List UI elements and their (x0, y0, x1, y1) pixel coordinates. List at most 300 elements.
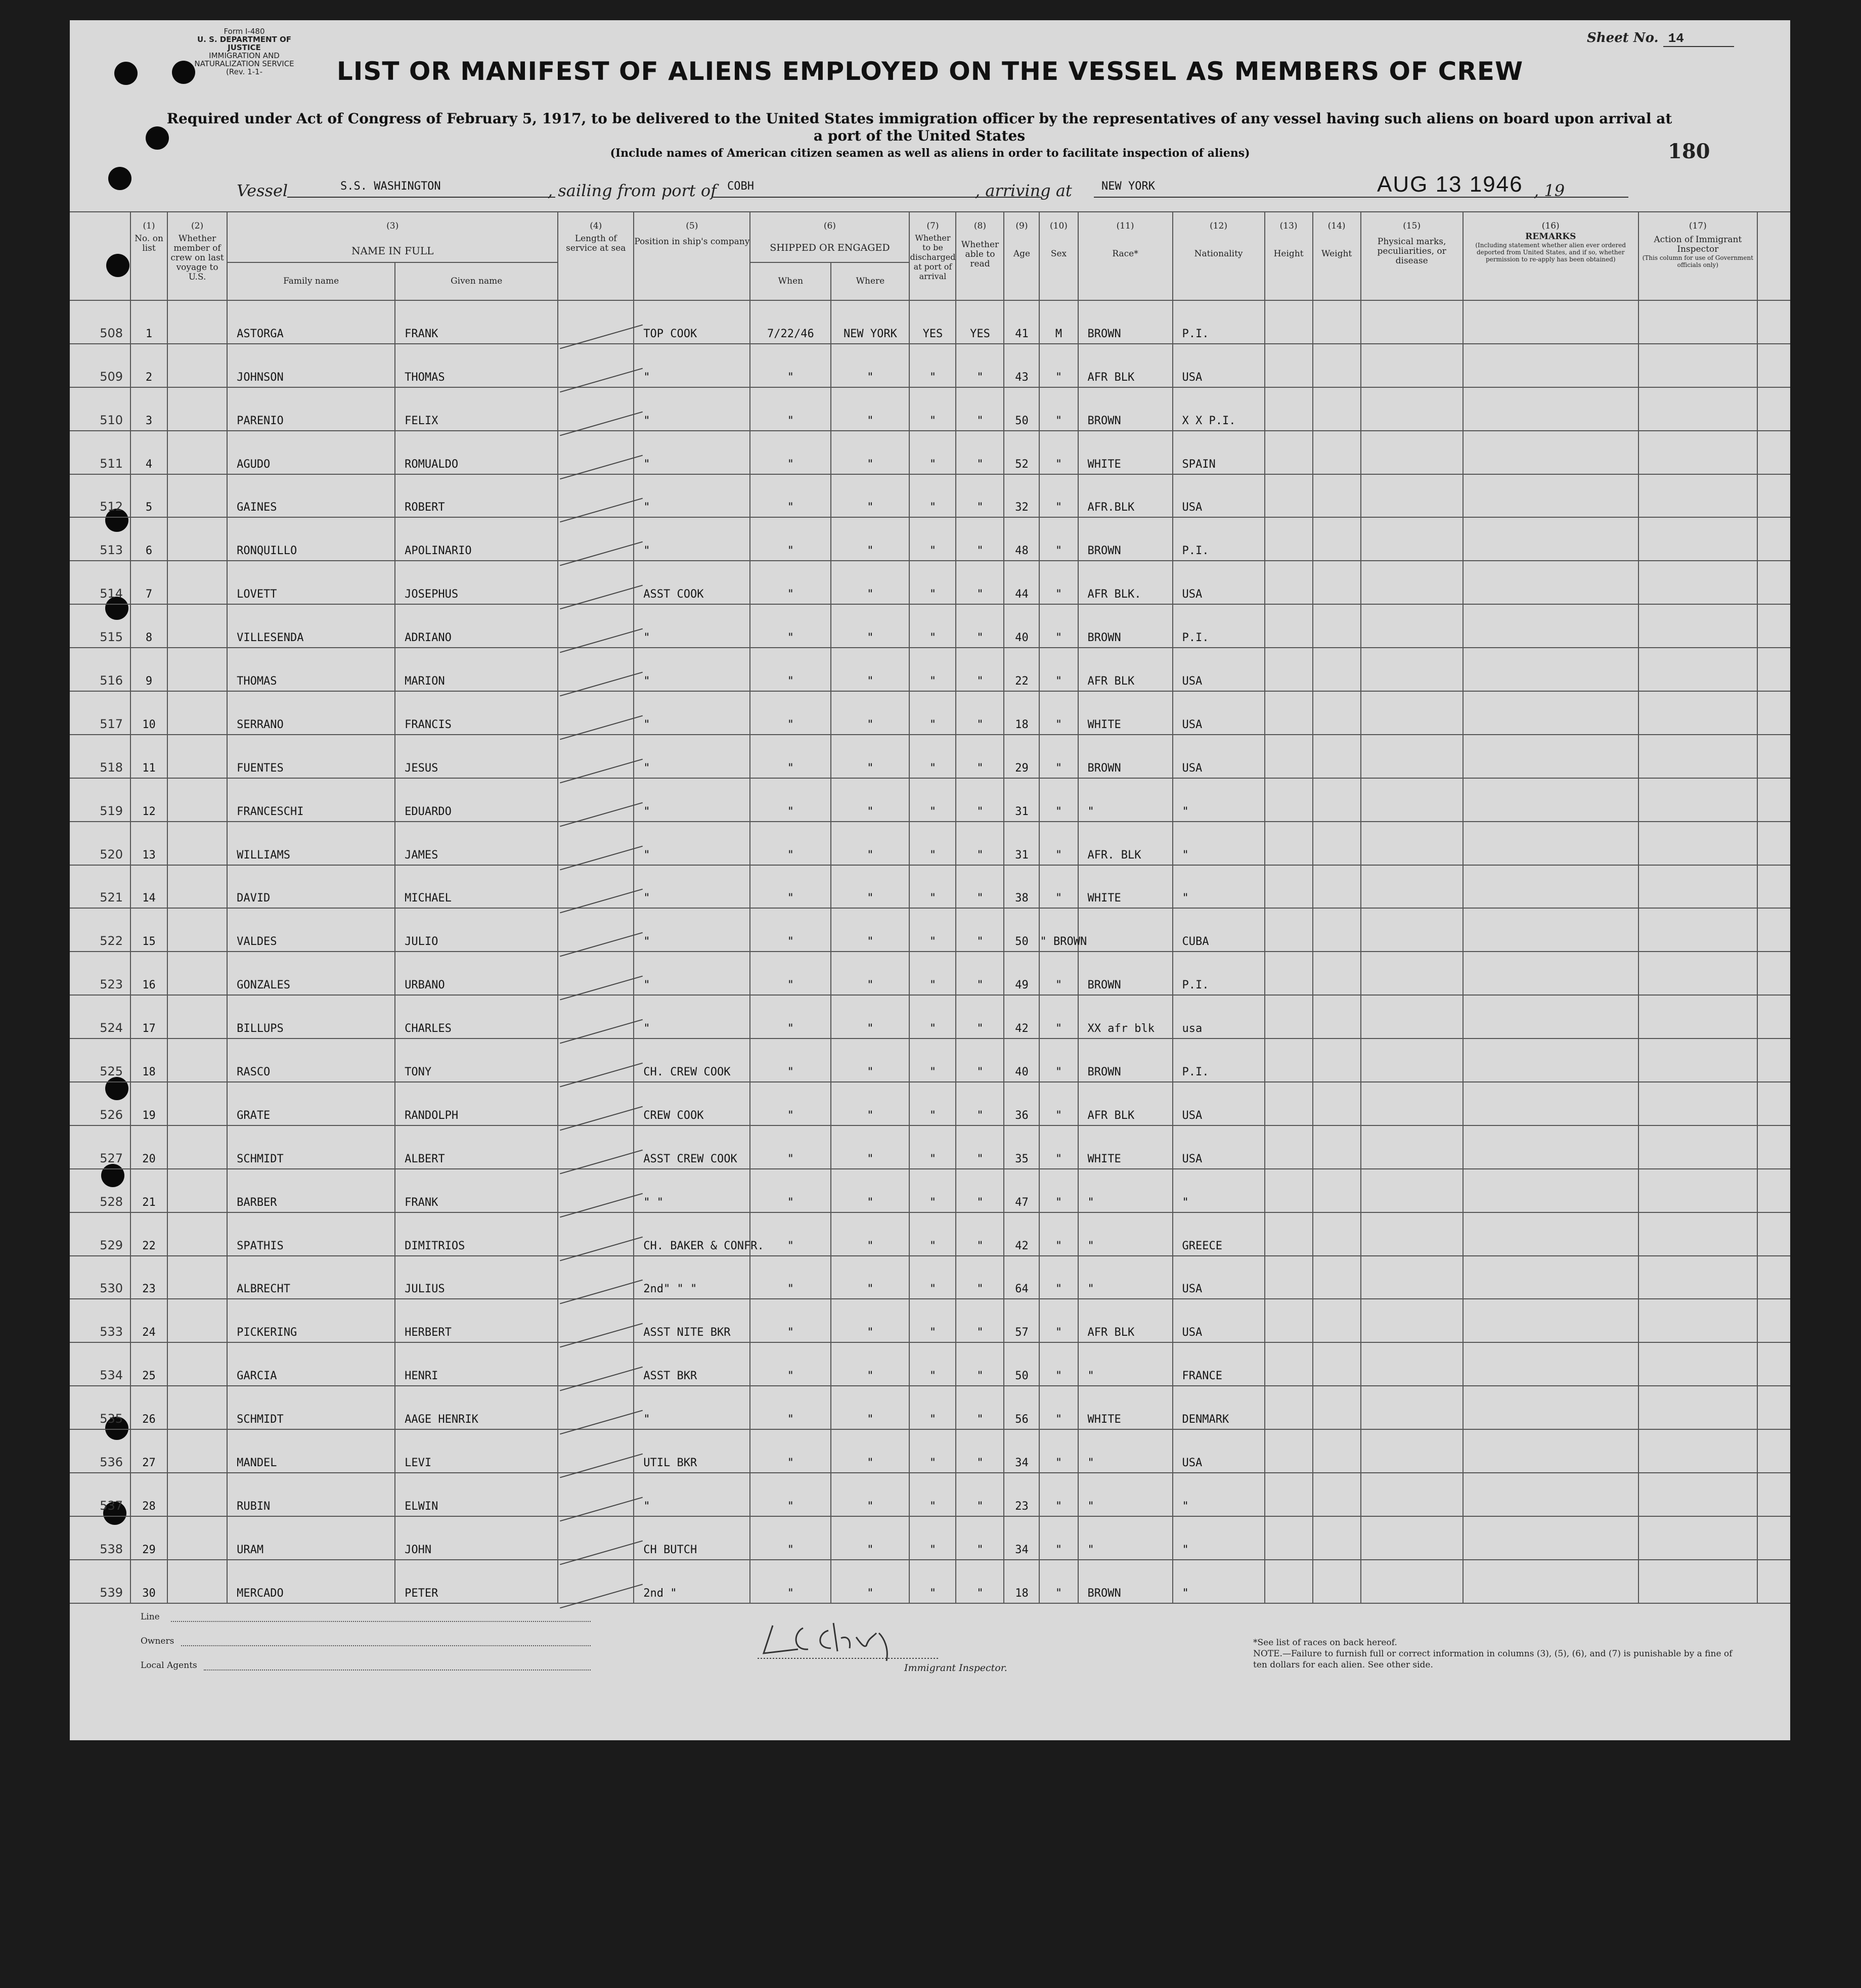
age-cell: 43 (1004, 344, 1039, 387)
inspector-action-cell (1638, 1299, 1757, 1342)
physical-marks-cell (1361, 995, 1463, 1038)
given-name-cell: FRANK (395, 1169, 558, 1212)
edge-cell (1757, 1342, 1790, 1386)
race-cell: WHITE (1078, 1125, 1173, 1169)
sex-cell: " (1039, 517, 1078, 561)
edge-cell (1757, 387, 1790, 431)
age-cell: 40 (1004, 604, 1039, 648)
inspector-action-cell (1638, 952, 1757, 995)
form-note: (Include names of American citizen seamen as well as aliens in order to facilitate inspection of aliens) (610, 147, 1250, 160)
length-service-cell (558, 1299, 634, 1342)
nationality-cell: FRANCE (1173, 1342, 1265, 1386)
table-row (70, 1212, 1790, 1256)
shipped-where-cell: " (831, 1560, 909, 1603)
last-voyage-cell (167, 300, 227, 344)
race-cell: AFR BLK (1078, 1082, 1173, 1125)
position-cell: " (634, 1386, 750, 1429)
height-cell (1265, 1386, 1313, 1429)
inspector-action-cell (1638, 561, 1757, 604)
inspector-action-cell (1638, 1125, 1757, 1169)
height-cell (1265, 995, 1313, 1038)
race-cell: WHITE (1078, 1386, 1173, 1429)
last-voyage-cell (167, 1560, 227, 1603)
shipped-where-cell: " (831, 1386, 909, 1429)
height-cell (1265, 517, 1313, 561)
position-cell: TOP COOK (634, 300, 750, 344)
col-physical-marks: (15) Physical marks, peculiarities, or disease (1361, 212, 1463, 300)
last-voyage-cell (167, 735, 227, 778)
last-voyage-cell (167, 517, 227, 561)
shipped-when-cell: " (750, 1429, 831, 1473)
weight-cell (1313, 387, 1361, 431)
remarks-cell (1463, 1256, 1638, 1299)
given-name-cell: AAGE HENRIK (395, 1386, 558, 1429)
inspector-action-cell (1638, 735, 1757, 778)
age-cell: 23 (1004, 1473, 1039, 1516)
inspector-action-cell (1638, 387, 1757, 431)
table-row (70, 1560, 1790, 1603)
height-cell (1265, 604, 1313, 648)
able-to-read-cell: " (956, 908, 1004, 952)
position-cell: " (634, 865, 750, 909)
shipped-where-cell: " (831, 604, 909, 648)
shipped-when-cell: " (750, 1560, 831, 1603)
table-row (70, 604, 1790, 648)
height-cell (1265, 691, 1313, 735)
remarks-cell (1463, 1299, 1638, 1342)
col-weight: (14) Weight (1313, 212, 1361, 300)
arrival-date-stamp: AUG 13 1946 (1377, 172, 1523, 197)
inspector-action-cell (1638, 908, 1757, 952)
inspector-action-cell (1638, 1342, 1757, 1386)
shipped-where-cell: " (831, 822, 909, 865)
family-name-cell: GONZALES (227, 952, 395, 995)
last-voyage-cell (167, 1429, 227, 1473)
sex-cell: " (1039, 561, 1078, 604)
weight-cell (1313, 735, 1361, 778)
edge-cell (1757, 517, 1790, 561)
crew-rows (70, 300, 1790, 1603)
row-number: 10 (130, 691, 167, 735)
table-row (70, 735, 1790, 778)
margin-number: 535 (70, 1386, 130, 1429)
shipped-where-cell: " (831, 995, 909, 1038)
able-to-read-cell: " (956, 1299, 1004, 1342)
inspector-action-cell (1638, 1386, 1757, 1429)
row-number: 21 (130, 1169, 167, 1212)
weight-cell (1313, 1169, 1361, 1212)
col-race: (11) Race* (1078, 212, 1173, 300)
remarks-cell (1463, 387, 1638, 431)
inspector-action-cell (1638, 604, 1757, 648)
discharged-cell: " (909, 1516, 956, 1560)
year-label: , 19 (1534, 181, 1565, 200)
inspector-action-cell (1638, 431, 1757, 474)
remarks-cell (1463, 604, 1638, 648)
race-cell: WHITE (1078, 865, 1173, 909)
last-voyage-cell (167, 1299, 227, 1342)
sex-cell: " (1039, 1342, 1078, 1386)
row-number: 17 (130, 995, 167, 1038)
able-to-read-cell: " (956, 952, 1004, 995)
given-name-cell: JAMES (395, 822, 558, 865)
race-cell: BROWN (1078, 300, 1173, 344)
weight-cell (1313, 1299, 1361, 1342)
margin-number: 514 (70, 561, 130, 604)
margin-number: 508 (70, 300, 130, 344)
length-service-cell (558, 1342, 634, 1386)
able-to-read-cell: " (956, 778, 1004, 822)
edge-cell (1757, 561, 1790, 604)
given-name-cell: MICHAEL (395, 865, 558, 909)
discharged-cell: " (909, 1429, 956, 1473)
margin-number: 526 (70, 1082, 130, 1125)
remarks-cell (1463, 735, 1638, 778)
given-name-cell: EDUARDO (395, 778, 558, 822)
length-service-cell (558, 1386, 634, 1429)
age-cell: 22 (1004, 648, 1039, 691)
physical-marks-cell (1361, 431, 1463, 474)
remarks-cell (1463, 822, 1638, 865)
family-name-cell: RONQUILLO (227, 517, 395, 561)
race-cell: " (1078, 1473, 1173, 1516)
weight-cell (1313, 517, 1361, 561)
length-service-cell (558, 908, 634, 952)
discharged-cell: " (909, 474, 956, 518)
owners-label: Owners (141, 1636, 174, 1646)
position-cell: " (634, 387, 750, 431)
shipped-when-cell: " (750, 387, 831, 431)
shipped-when-cell: 7/22/46 (750, 300, 831, 344)
physical-marks-cell (1361, 1082, 1463, 1125)
inspector-action-cell (1638, 691, 1757, 735)
given-name-cell: HERBERT (395, 1299, 558, 1342)
shipped-when-cell: " (750, 995, 831, 1038)
table-row (70, 474, 1790, 518)
sex-cell: " (1039, 952, 1078, 995)
shipped-when-cell: " (750, 865, 831, 909)
edge-cell (1757, 778, 1790, 822)
given-name-cell: ROMUALDO (395, 431, 558, 474)
remarks-cell (1463, 517, 1638, 561)
footnotes (1253, 1637, 1739, 1670)
able-to-read-cell: " (956, 995, 1004, 1038)
sex-cell: " BROWN (1039, 908, 1078, 952)
height-cell (1265, 822, 1313, 865)
shipped-when-cell: " (750, 431, 831, 474)
able-to-read-cell: " (956, 1256, 1004, 1299)
weight-cell (1313, 1212, 1361, 1256)
able-to-read-cell: " (956, 517, 1004, 561)
row-number: 29 (130, 1516, 167, 1560)
shipped-where-cell: " (831, 1299, 909, 1342)
nationality-cell: USA (1173, 735, 1265, 778)
family-name-cell: ASTORGA (227, 300, 395, 344)
race-cell: BROWN (1078, 1038, 1173, 1082)
sex-cell: " (1039, 995, 1078, 1038)
discharged-cell: " (909, 1473, 956, 1516)
height-cell (1265, 1299, 1313, 1342)
sex-cell: " (1039, 1516, 1078, 1560)
nationality-cell: USA (1173, 1429, 1265, 1473)
margin-number: 529 (70, 1212, 130, 1256)
last-voyage-cell (167, 561, 227, 604)
col-shipped: (6) SHIPPED OR ENGAGED (750, 212, 909, 262)
discharged-cell: " (909, 865, 956, 909)
shipped-where-cell: " (831, 1429, 909, 1473)
sex-cell: " (1039, 604, 1078, 648)
nationality-cell: P.I. (1173, 604, 1265, 648)
nationality-cell: " (1173, 1516, 1265, 1560)
position-cell: " (634, 344, 750, 387)
age-cell: 47 (1004, 1169, 1039, 1212)
shipped-where-cell: " (831, 1038, 909, 1082)
race-cell: BROWN (1078, 517, 1173, 561)
table-row (70, 865, 1790, 909)
weight-cell (1313, 952, 1361, 995)
physical-marks-cell (1361, 952, 1463, 995)
height-cell (1265, 1082, 1313, 1125)
weight-cell (1313, 1256, 1361, 1299)
length-service-cell (558, 952, 634, 995)
row-number: 9 (130, 648, 167, 691)
margin-number: 536 (70, 1429, 130, 1473)
given-name-cell: ALBERT (395, 1125, 558, 1169)
family-name-cell: MANDEL (227, 1429, 395, 1473)
edge-cell (1757, 691, 1790, 735)
departure-port: COBH (727, 180, 754, 193)
vessel-name: S.S. WASHINGTON (340, 180, 441, 193)
given-name-cell: ADRIANO (395, 604, 558, 648)
discharged-cell: " (909, 387, 956, 431)
height-cell (1265, 952, 1313, 995)
shipped-where-cell: " (831, 1342, 909, 1386)
edge-cell (1757, 1429, 1790, 1473)
position-cell: " (634, 648, 750, 691)
physical-marks-cell (1361, 865, 1463, 909)
inspector-action-cell (1638, 474, 1757, 518)
age-cell: 44 (1004, 561, 1039, 604)
sex-cell: " (1039, 1125, 1078, 1169)
age-cell: 32 (1004, 474, 1039, 518)
remarks-cell (1463, 865, 1638, 909)
inspector-action-cell (1638, 648, 1757, 691)
weight-cell (1313, 1560, 1361, 1603)
height-cell (1265, 387, 1313, 431)
given-name-cell: DIMITRIOS (395, 1212, 558, 1256)
length-service-cell (558, 691, 634, 735)
able-to-read-cell: " (956, 387, 1004, 431)
nationality-cell: USA (1173, 1256, 1265, 1299)
nationality-cell: " (1173, 1560, 1265, 1603)
race-cell: AFR BLK (1078, 1299, 1173, 1342)
nationality-cell: CUBA (1173, 908, 1265, 952)
race-cell: WHITE (1078, 691, 1173, 735)
edge-cell (1757, 300, 1790, 344)
col-discharged: (7) Whether to be discharged at port of arrival (909, 212, 956, 300)
table-row (70, 1169, 1790, 1212)
shipped-when-cell: " (750, 778, 831, 822)
form-identifier: Form I-480 U. S. DEPARTMENT OF JUSTICE IMMIGRATION AND NATURALIZATION SERVICE (Rev. 1-1- (194, 27, 294, 76)
remarks-cell (1463, 1038, 1638, 1082)
sheet-number: Sheet No. 14 (1587, 30, 1734, 47)
inspector-action-cell (1638, 995, 1757, 1038)
age-cell: 34 (1004, 1429, 1039, 1473)
given-name-cell: ROBERT (395, 474, 558, 518)
edge-cell (1757, 1256, 1790, 1299)
physical-marks-cell (1361, 387, 1463, 431)
sex-cell: " (1039, 648, 1078, 691)
discharged-cell: " (909, 648, 956, 691)
weight-cell (1313, 561, 1361, 604)
discharged-cell: " (909, 1082, 956, 1125)
remarks-cell (1463, 778, 1638, 822)
height-cell (1265, 1473, 1313, 1516)
nationality-cell: " (1173, 778, 1265, 822)
able-to-read-cell: " (956, 431, 1004, 474)
inspector-action-cell (1638, 865, 1757, 909)
col-where: Where (831, 262, 909, 300)
nationality-cell: GREECE (1173, 1212, 1265, 1256)
sex-cell: " (1039, 1386, 1078, 1429)
length-service-cell (558, 735, 634, 778)
table-row (70, 387, 1790, 431)
nationality-cell: USA (1173, 1299, 1265, 1342)
margin-number: 539 (70, 1560, 130, 1603)
position-cell: " (634, 735, 750, 778)
row-number: 16 (130, 952, 167, 995)
length-service-cell (558, 604, 634, 648)
edge-cell (1757, 431, 1790, 474)
length-service-cell (558, 300, 634, 344)
age-cell: 31 (1004, 778, 1039, 822)
position-cell: ASST NITE BKR (634, 1299, 750, 1342)
weight-cell (1313, 822, 1361, 865)
table-row (70, 648, 1790, 691)
row-number: 13 (130, 822, 167, 865)
table-row (70, 1473, 1790, 1516)
last-voyage-cell (167, 604, 227, 648)
shipped-when-cell: " (750, 1169, 831, 1212)
position-cell: " (634, 431, 750, 474)
able-to-read-cell: " (956, 1082, 1004, 1125)
discharged-cell: " (909, 1212, 956, 1256)
race-cell: AFR BLK. (1078, 561, 1173, 604)
edge-cell (1757, 952, 1790, 995)
length-service-cell (558, 1125, 634, 1169)
position-cell: UTIL BKR (634, 1429, 750, 1473)
position-cell: " (634, 908, 750, 952)
family-name-cell: PICKERING (227, 1299, 395, 1342)
age-cell: 36 (1004, 1082, 1039, 1125)
sex-cell: " (1039, 1212, 1078, 1256)
position-cell: " (634, 952, 750, 995)
edge-cell (1757, 1473, 1790, 1516)
service-tick-mark (560, 1584, 643, 1608)
shipped-where-cell: " (831, 517, 909, 561)
length-service-cell (558, 474, 634, 518)
last-voyage-cell (167, 822, 227, 865)
race-cell: XX afr blk (1078, 995, 1173, 1038)
sex-cell: " (1039, 1429, 1078, 1473)
physical-marks-cell (1361, 1212, 1463, 1256)
shipped-where-cell: " (831, 1125, 909, 1169)
length-service-cell (558, 822, 634, 865)
sailing-label: , sailing from port of (548, 181, 717, 200)
race-cell: AFR.BLK (1078, 474, 1173, 518)
margin-number: 537 (70, 1473, 130, 1516)
position-cell: 2nd" " " (634, 1256, 750, 1299)
sex-cell: M (1039, 300, 1078, 344)
remarks-cell (1463, 908, 1638, 952)
physical-marks-cell (1361, 1516, 1463, 1560)
remarks-cell (1463, 1386, 1638, 1429)
length-service-cell (558, 561, 634, 604)
able-to-read-cell: " (956, 648, 1004, 691)
last-voyage-cell (167, 1125, 227, 1169)
position-cell: ASST CREW COOK (634, 1125, 750, 1169)
position-cell: CREW COOK (634, 1082, 750, 1125)
shipped-where-cell: " (831, 431, 909, 474)
inspector-action-cell (1638, 1169, 1757, 1212)
position-cell: " (634, 778, 750, 822)
able-to-read-cell: " (956, 1342, 1004, 1386)
physical-marks-cell (1361, 1169, 1463, 1212)
able-to-read-cell: " (956, 1386, 1004, 1429)
length-service-cell (558, 1082, 634, 1125)
race-cell: AFR BLK (1078, 648, 1173, 691)
remarks-cell (1463, 1169, 1638, 1212)
table-row (70, 561, 1790, 604)
position-cell: CH. CREW COOK (634, 1038, 750, 1082)
row-number: 4 (130, 431, 167, 474)
height-cell (1265, 1038, 1313, 1082)
table-row (70, 1299, 1790, 1342)
sex-cell: " (1039, 1038, 1078, 1082)
row-number: 25 (130, 1342, 167, 1386)
race-cell: " (1078, 1429, 1173, 1473)
race-cell: " (1078, 778, 1173, 822)
edge-cell (1757, 1082, 1790, 1125)
family-name-cell: MERCADO (227, 1560, 395, 1603)
remarks-cell (1463, 1473, 1638, 1516)
position-cell: " (634, 822, 750, 865)
physical-marks-cell (1361, 1429, 1463, 1473)
able-to-read-cell: " (956, 1560, 1004, 1603)
sex-cell: " (1039, 431, 1078, 474)
shipped-where-cell: NEW YORK (831, 300, 909, 344)
family-name-cell: PARENIO (227, 387, 395, 431)
position-cell: " (634, 995, 750, 1038)
age-cell: 50 (1004, 387, 1039, 431)
inspector-action-cell (1638, 1560, 1757, 1603)
table-row (70, 822, 1790, 865)
weight-cell (1313, 1386, 1361, 1429)
inspector-action-cell (1638, 344, 1757, 387)
age-cell: 48 (1004, 517, 1039, 561)
position-cell: " (634, 604, 750, 648)
position-cell: CH. BAKER & CONFR. (634, 1212, 750, 1256)
weight-cell (1313, 300, 1361, 344)
table-row (70, 908, 1790, 952)
weight-cell (1313, 604, 1361, 648)
age-cell: 49 (1004, 952, 1039, 995)
shipped-when-cell: " (750, 1299, 831, 1342)
given-name-cell: HENRI (395, 1342, 558, 1386)
last-voyage-cell (167, 431, 227, 474)
shipped-when-cell: " (750, 735, 831, 778)
row-number: 14 (130, 865, 167, 909)
